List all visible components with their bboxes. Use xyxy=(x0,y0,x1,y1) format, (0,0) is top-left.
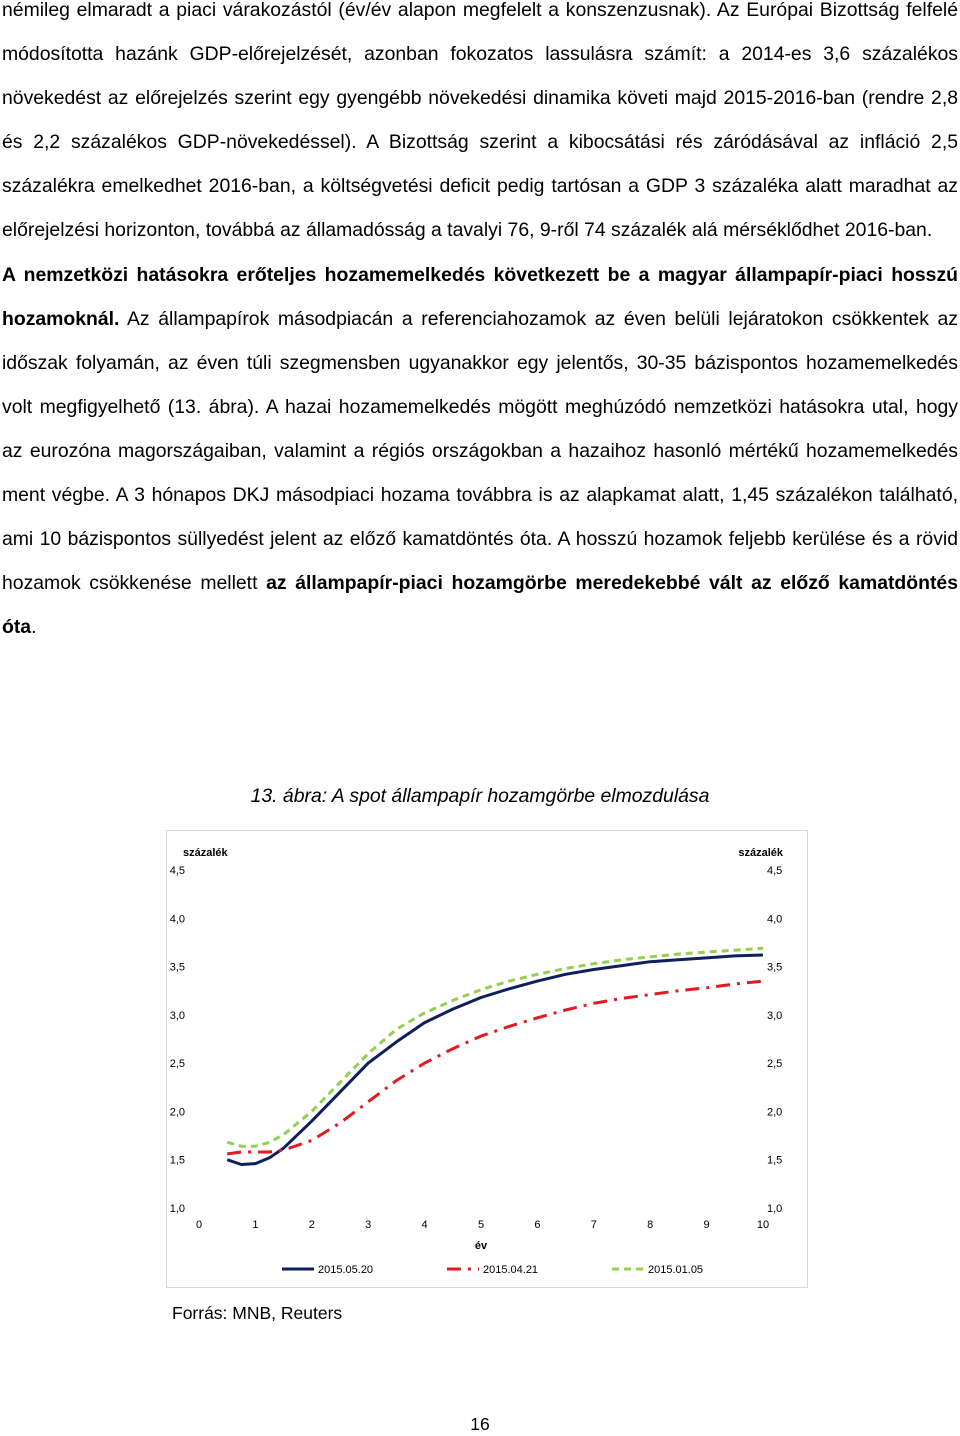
figure-caption: 13. ábra: A spot állampapír hozamgörbe elmozdulása xyxy=(250,785,710,807)
legend-label: 2015.04.21 xyxy=(483,1264,539,1276)
chart-canvas xyxy=(167,831,807,1287)
y-tick-label-left: 3,0 xyxy=(169,1009,185,1022)
x-tick-label: 7 xyxy=(590,1219,597,1231)
x-axis-label: év xyxy=(474,1240,488,1252)
series-line-2015.01.05 xyxy=(227,948,763,1146)
paragraph-2 xyxy=(2,253,958,650)
x-tick-label: 4 xyxy=(421,1219,428,1231)
y-tick-label-right: 2,0 xyxy=(767,1106,783,1119)
text-run: némileg elmaradt a piaci várakozástól (év/év alapon megfelelt a konszenzusnak). Az Európai Bizottság felfelé módosította hazánk GDP-előrejelzését, azonban fokozatos lassulásra számít: a 2014-es 3,6 százalékos növekedést az előrejelzés szerint egy gyengébb növekedési dinamika követi majd 2015-2016-ban (rendre 2,8 és 2,2 százalékos GDP-növekedéssel). A Bizottság szerint a kibocsátási rés záródásával az infláció 2,5 százalékra emelkedhet 2016-ban, a költségvetési deficit pedig tartósan a GDP 3 százaléka alatt maradhat az előrejelzési horizonton, továbbá az államadósság a tavalyi 76, 9-ről 74 százalék alá mérséklődhet 2016-ban. xyxy=(2,0,958,242)
page-number: 16 xyxy=(470,1414,490,1434)
series-line-2015.04.21 xyxy=(227,981,763,1154)
yield-curve-chart xyxy=(166,830,808,1288)
x-tick-label: 0 xyxy=(195,1219,203,1231)
x-tick-label: 6 xyxy=(534,1219,541,1231)
legend-label: 2015.01.05 xyxy=(648,1264,704,1276)
y-tick-label-left: 2,5 xyxy=(169,1058,185,1071)
body-text xyxy=(2,0,958,649)
y-tick-label-right: 1,0 xyxy=(767,1203,783,1215)
y-tick-label-right: 3,0 xyxy=(767,1009,783,1022)
x-tick-label: 10 xyxy=(756,1219,770,1231)
x-tick-label: 2 xyxy=(308,1219,315,1231)
y-axis-label-left: százalék xyxy=(183,847,228,859)
bold-text-run: A nemzetközi hatásokra erőteljes hozamemelkedés következett be a magyar állampapír-piaci hosszú hozamoknál. xyxy=(2,263,958,330)
y-tick-label-left: 4,5 xyxy=(169,865,185,877)
text-run: . xyxy=(31,616,37,639)
y-tick-label-right: 1,5 xyxy=(767,1154,783,1167)
y-tick-label-left: 2,0 xyxy=(169,1106,185,1119)
y-tick-label-left: 3,5 xyxy=(169,961,185,974)
legend-label: 2015.05.20 xyxy=(318,1264,374,1276)
x-tick-label: 1 xyxy=(252,1219,259,1231)
x-tick-label: 9 xyxy=(703,1219,710,1231)
y-tick-label-left: 1,5 xyxy=(169,1154,185,1167)
x-tick-label: 5 xyxy=(477,1219,485,1231)
x-tick-label: 3 xyxy=(365,1219,372,1231)
y-tick-label-right: 4,0 xyxy=(767,913,783,926)
paragraph-1 xyxy=(2,0,958,253)
y-tick-label-right: 2,5 xyxy=(767,1058,783,1071)
y-tick-label-left: 4,0 xyxy=(169,913,185,926)
y-tick-label-right: 4,5 xyxy=(767,865,783,877)
figure-source: Forrás: MNB, Reuters xyxy=(172,1303,343,1323)
bold-text-run: az állampapír-piaci hozamgörbe meredekebbé vált az előző kamatdöntés óta xyxy=(2,572,958,639)
y-axis-label-right: százalék xyxy=(738,847,783,859)
y-tick-label-right: 3,5 xyxy=(767,961,783,974)
series-line-2015.05.20 xyxy=(227,955,763,1165)
text-run: Az állampapírok másodpiacán a referenciahozamok az éven belüli lejáratokon csökkentek az időszak folyamán, az éven túli szegmensben ugyanakkor egy jelentős, 30-35 bázispontos hozamemelkedés volt megfigyelhető (13. ábra). A hazai hozamemelkedés mögött meghúzódó nemzetközi hatásokra utal, hogy az eurozóna magországaiban, valamint a régiós országokban a hazaihoz hasonló mértékű hozamemelkedés ment végbe. A 3 hónapos DKJ másodpiaci hozama továbbra is az alapkamat alatt, 1,45 százalékon található, ami 10 bázispontos süllyedést jelent az előző kamatdöntés óta. A hosszú hozamok feljebb kerülése és a rövid hozamok csökkenése mellett xyxy=(2,307,958,595)
x-tick-label: 8 xyxy=(647,1219,654,1231)
y-tick-label-left: 1,0 xyxy=(169,1203,185,1215)
